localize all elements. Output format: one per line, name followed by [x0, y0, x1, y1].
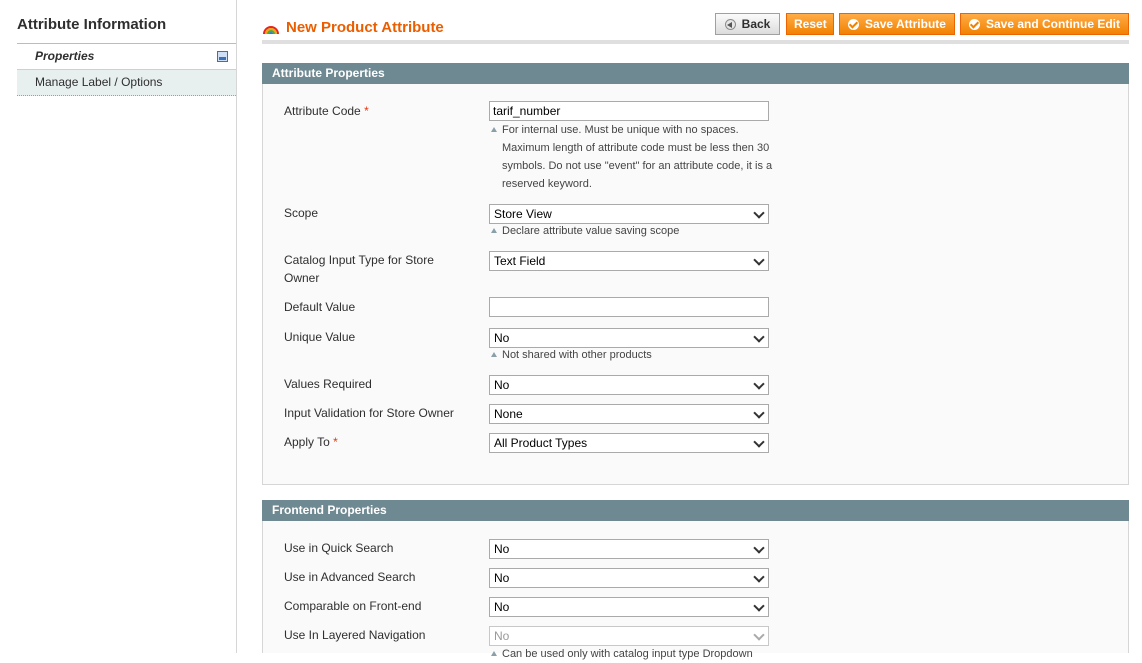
- input-type-select[interactable]: [489, 251, 769, 271]
- save-attribute-button[interactable]: [839, 13, 955, 35]
- save-attribute-label: Save Attribute: [865, 17, 946, 31]
- input-type-select-value: Text Field: [494, 254, 546, 268]
- input-type-label: Catalog Input Type for Store Owner: [284, 253, 434, 285]
- chevron-down-icon: [753, 436, 764, 447]
- save-and-continue-label: Save and Continue Edit: [985, 17, 1120, 31]
- chevron-down-icon: [753, 629, 764, 640]
- comparable-label: Comparable on Front-end: [284, 599, 422, 613]
- attribute-code-input[interactable]: [489, 101, 769, 121]
- comparable-select-value: No: [494, 600, 510, 614]
- attribute-code-label: [284, 102, 464, 120]
- apply-to-label: [284, 433, 464, 451]
- layered-nav-select-value: No: [494, 629, 510, 643]
- chevron-down-icon: [753, 378, 764, 389]
- chevron-down-icon: [753, 571, 764, 582]
- chevron-down-icon: [753, 331, 764, 342]
- default-value-input[interactable]: [489, 297, 769, 317]
- quick-search-select[interactable]: [489, 539, 769, 559]
- attribute-properties-fieldset: [262, 84, 1129, 485]
- values-required-select-value: No: [494, 378, 510, 392]
- input-validation-select-value: None: [494, 407, 523, 421]
- comparable-select[interactable]: [489, 597, 769, 617]
- default-value-label: Default Value: [284, 300, 356, 314]
- layered-nav-select[interactable]: [489, 626, 769, 646]
- sidebar: [0, 0, 237, 653]
- check-icon: [848, 19, 859, 30]
- scope-label: Scope: [284, 206, 319, 220]
- quick-search-label: Use in Quick Search: [284, 541, 394, 555]
- attribute-code-label-text: Attribute Code: [284, 104, 361, 118]
- attribute-properties-header: Attribute Properties: [262, 63, 1129, 84]
- back-button-label: Back: [741, 17, 771, 31]
- apply-to-select[interactable]: [489, 433, 769, 453]
- layered-nav-label: Use In Layered Navigation: [284, 628, 426, 642]
- save-and-continue-button[interactable]: [960, 13, 1129, 35]
- layered-nav-note: Can be used only with catalog input type Dropdown: [489, 645, 779, 663]
- input-validation-select[interactable]: [489, 404, 769, 424]
- reset-button[interactable]: [786, 13, 834, 35]
- page-title: New Product Attribute: [286, 19, 444, 36]
- content-header: [262, 0, 1129, 44]
- quick-search-select-value: No: [494, 542, 510, 556]
- sidebar-tabs: [17, 43, 236, 96]
- values-required-label: Values Required: [284, 377, 372, 391]
- scope-note: Declare attribute value saving scope: [489, 222, 779, 240]
- frontend-properties-header: Frontend Properties: [262, 500, 1129, 521]
- apply-to-label-text: Apply To: [284, 435, 330, 449]
- required-marker: *: [364, 104, 369, 118]
- attribute-code-note: For internal use. Must be unique with no spaces. Maximum length of attribute code must be less then 30 symbols. Do not use "event" for an attribute code, it is a reserved keyword.: [489, 121, 779, 193]
- input-validation-label: Input Validation for Store Owner: [284, 406, 454, 420]
- advanced-search-select[interactable]: [489, 568, 769, 588]
- back-button[interactable]: [715, 13, 780, 35]
- tab-properties[interactable]: [17, 43, 236, 69]
- rainbow-icon: [262, 18, 280, 36]
- save-changes-icon: [217, 51, 228, 62]
- chevron-down-icon: [753, 542, 764, 553]
- chevron-down-icon: [753, 254, 764, 265]
- tab-manage-label-options[interactable]: [17, 69, 236, 96]
- check-icon: [969, 19, 980, 30]
- tab-manage-label-options-label: Manage Label / Options: [35, 75, 163, 89]
- scope-select[interactable]: [489, 204, 769, 224]
- reset-button-label: Reset: [794, 17, 827, 31]
- chevron-down-icon: [753, 407, 764, 418]
- sidebar-title: Attribute Information: [17, 16, 167, 33]
- tab-properties-label: Properties: [35, 49, 95, 63]
- unique-value-note: Not shared with other products: [489, 346, 779, 364]
- unique-value-select-value: No: [494, 331, 510, 345]
- chevron-down-icon: [753, 207, 764, 218]
- scope-select-value: Store View: [494, 207, 552, 221]
- advanced-search-select-value: No: [494, 571, 510, 585]
- back-arrow-icon: [725, 19, 736, 30]
- unique-value-select[interactable]: [489, 328, 769, 348]
- unique-value-label: Unique Value: [284, 330, 356, 344]
- advanced-search-label: Use in Advanced Search: [284, 570, 416, 584]
- apply-to-select-value: All Product Types: [494, 436, 588, 450]
- frontend-properties-fieldset: [262, 521, 1129, 660]
- required-marker: *: [333, 435, 338, 449]
- values-required-select[interactable]: [489, 375, 769, 395]
- chevron-down-icon: [753, 600, 764, 611]
